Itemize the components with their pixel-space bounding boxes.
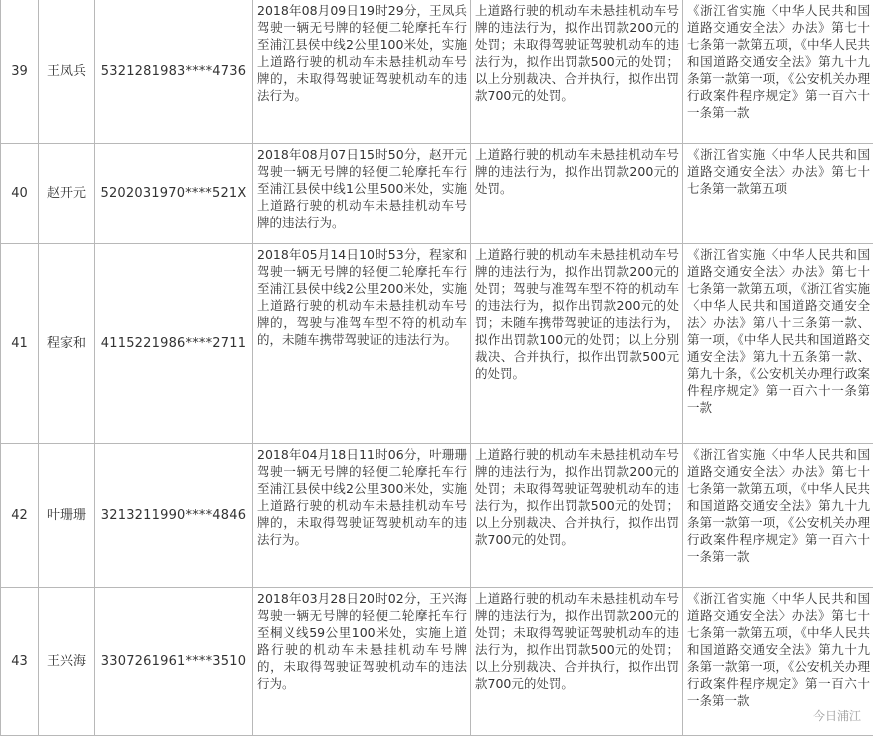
id-number: 5202031970****521X — [95, 144, 253, 244]
person-name: 王兴海 — [39, 588, 95, 736]
person-name: 王凤兵 — [39, 0, 95, 144]
legal-basis: 《浙江省实施〈中华人民共和国道路交通安全法〉办法》第七十七条第一款第五项，《中华人民共和国道路交通安全法》第九十九条第一款第一项，《公安机关办理行政案件程序规定》第一百六十一条第一款 — [683, 588, 873, 736]
violation-facts: 2018年04月18日11时06分，叶珊珊驾驶一辆无号牌的轻便二轮摩托车行至浦江县侯中线2公里300米处，实施上道路行驶的机动车未悬挂机动车号牌的，未取得驾驶证驾驶机动车的违法行为。 — [253, 444, 471, 588]
table-row — [1, 244, 873, 444]
row-number: 42 — [1, 444, 39, 588]
penalty-decision: 上道路行驶的机动车未悬挂机动车号牌的违法行为，拟作出罚款200元的处罚。 — [471, 144, 683, 244]
id-number: 5321281983****4736 — [95, 0, 253, 144]
penalty-decision: 上道路行驶的机动车未悬挂机动车号牌的违法行为，拟作出罚款200元的处罚；驾驶与准驾车型不符的机动车的违法行为，拟作出罚款200元的处罚；未随车携带驾驶证的违法行为，拟作出罚款100元的处罚；以上分别裁决、合并执行，拟作出罚款500元的处罚。 — [471, 244, 683, 444]
row-number: 40 — [1, 144, 39, 244]
violation-facts: 2018年08月07日15时50分，赵开元驾驶一辆无号牌的轻便二轮摩托车行至浦江县侯中线1公里500米处，实施上道路行驶的机动车未悬挂机动车号牌的违法行为。 — [253, 144, 471, 244]
legal-basis: 《浙江省实施〈中华人民共和国道路交通安全法〉办法》第七十七条第一款第五项，《中华人民共和国道路交通安全法》第九十九条第一款第一项，《公安机关办理行政案件程序规定》第一百六十一条第一款 — [683, 0, 873, 144]
table-row — [1, 0, 873, 144]
penalty-decision: 上道路行驶的机动车未悬挂机动车号牌的违法行为，拟作出罚款200元的处罚；未取得驾驶证驾驶机动车的违法行为，拟作出罚款500元的处罚；以上分别裁决、合并执行，拟作出罚款700元的处罚。 — [471, 588, 683, 736]
penalty-decision: 上道路行驶的机动车未悬挂机动车号牌的违法行为，拟作出罚款200元的处罚；未取得驾驶证驾驶机动车的违法行为，拟作出罚款500元的处罚；以上分别裁决、合并执行，拟作出罚款700元的处罚。 — [471, 444, 683, 588]
table-row — [1, 588, 873, 736]
penalty-decision: 上道路行驶的机动车未悬挂机动车号牌的违法行为，拟作出罚款200元的处罚；未取得驾驶证驾驶机动车的违法行为，拟作出罚款500元的处罚；以上分别裁决、合并执行，拟作出罚款700元的处罚。 — [471, 0, 683, 144]
person-name: 赵开元 — [39, 144, 95, 244]
person-name: 程家和 — [39, 244, 95, 444]
row-number: 39 — [1, 0, 39, 144]
violation-facts: 2018年08月09日19时29分，王凤兵驾驶一辆无号牌的轻便二轮摩托车行至浦江县侯中线2公里100米处，实施上道路行驶的机动车未悬挂机动车号牌的，未取得驾驶证驾驶机动车的违法行为。 — [253, 0, 471, 144]
row-number: 41 — [1, 244, 39, 444]
violation-facts: 2018年03月28日20时02分，王兴海驾驶一辆无号牌的轻便二轮摩托车行至桐义线59公里100米处，实施上道路行驶的机动车未悬挂机动车号牌的，未取得驾驶证驾驶机动车的违法行为。 — [253, 588, 471, 736]
id-number: 3307261961****3510 — [95, 588, 253, 736]
id-number: 3213211990****4846 — [95, 444, 253, 588]
table-row — [1, 444, 873, 588]
legal-basis: 《浙江省实施〈中华人民共和国道路交通安全法〉办法》第七十七条第一款第五项，《中华人民共和国道路交通安全法》第九十九条第一款第一项，《公安机关办理行政案件程序规定》第一百六十一条第一款 — [683, 444, 873, 588]
watermark: 今日浦江 — [813, 707, 861, 724]
table-row — [1, 144, 873, 244]
violation-facts: 2018年05月14日10时53分，程家和驾驶一辆无号牌的轻便二轮摩托车行至浦江县侯中线2公里200米处，实施上道路行驶的机动车未悬挂机动车号牌的，驾驶与准驾车型不符的机动车的，未随车携带驾驶证的违法行为。 — [253, 244, 471, 444]
legal-basis: 《浙江省实施〈中华人民共和国道路交通安全法〉办法》第七十七条第一款第五项，《浙江省实施〈中华人民共和国道路交通安全法〉办法》第八十三条第一款、第一项，《中华人民共和国道路交通安全法》第九十五条第一款、第九十条，《公安机关办理行政案件程序规定》第一百六十一条第一款 — [683, 244, 873, 444]
row-number: 43 — [1, 588, 39, 736]
person-name: 叶珊珊 — [39, 444, 95, 588]
legal-basis: 《浙江省实施〈中华人民共和国道路交通安全法〉办法》第七十七条第一款第五项 — [683, 144, 873, 244]
id-number: 4115221986****2711 — [95, 244, 253, 444]
